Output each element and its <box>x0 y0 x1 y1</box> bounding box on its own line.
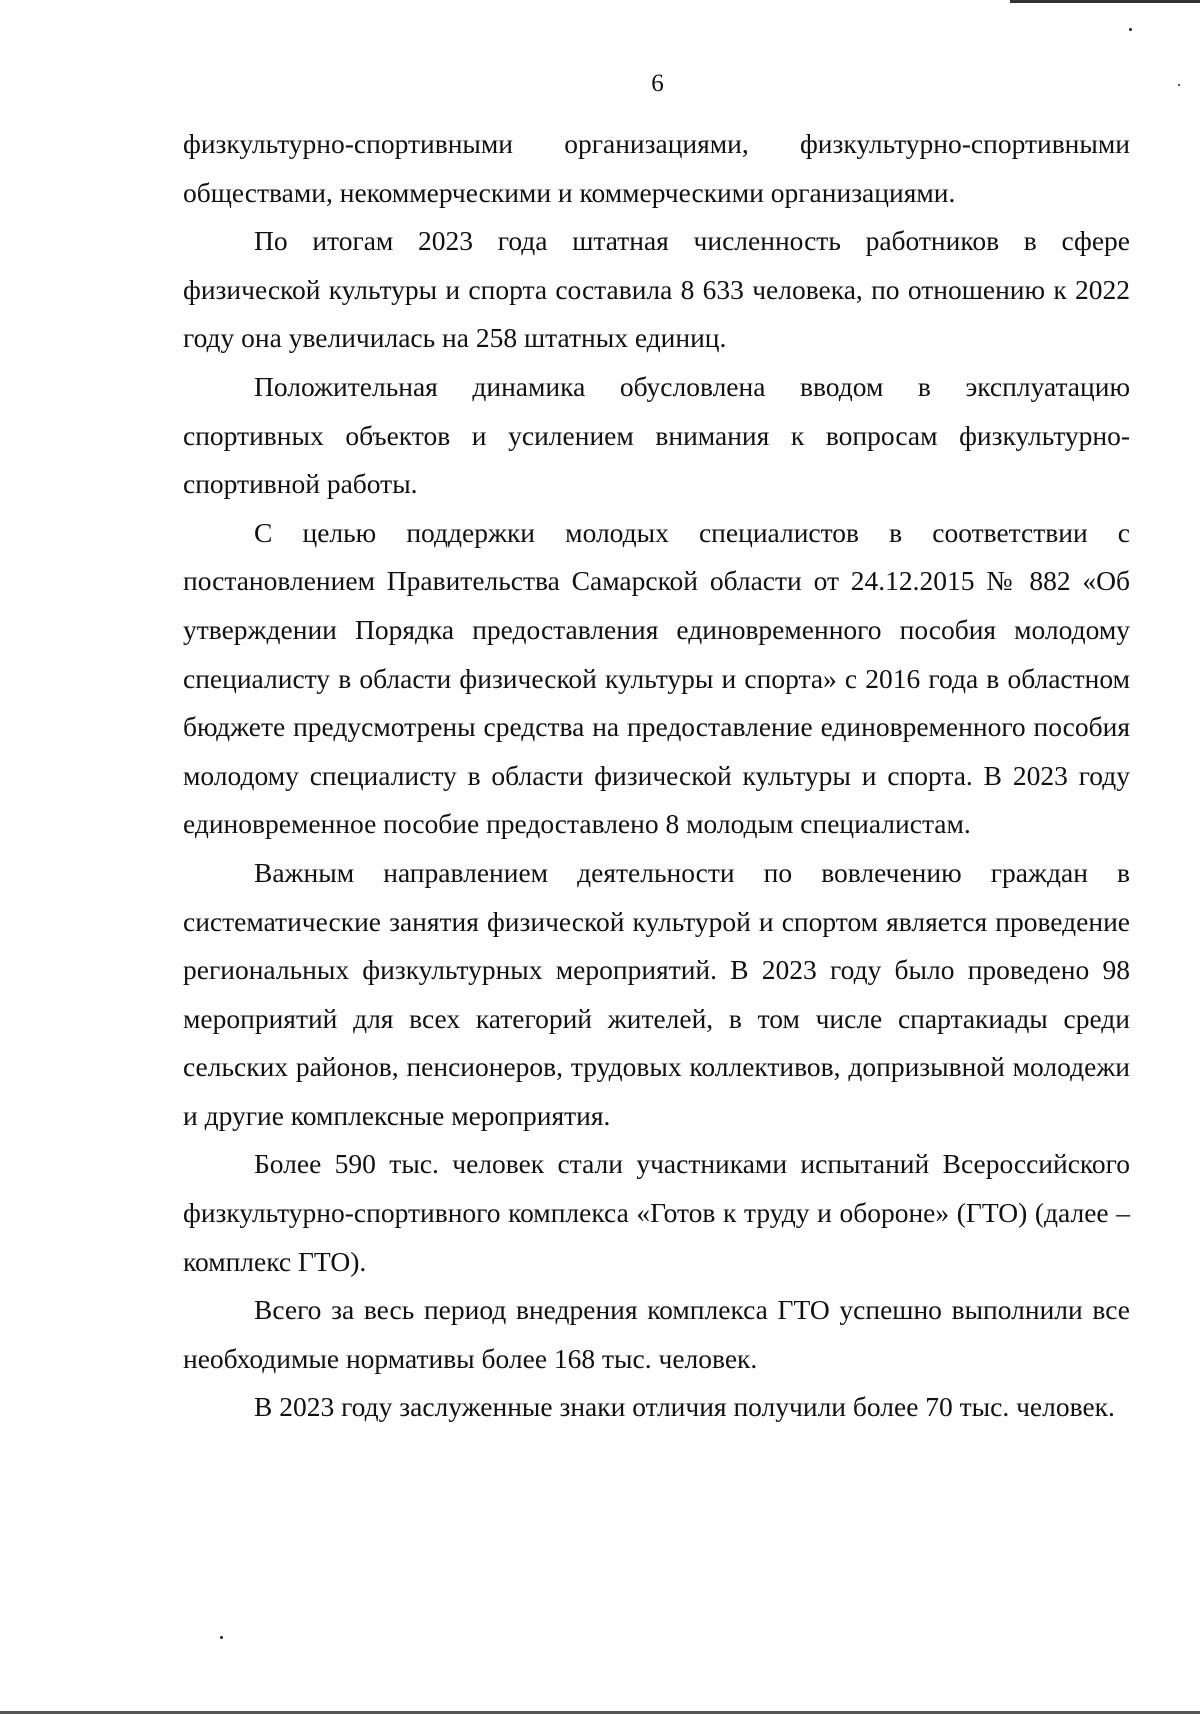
document-body <box>183 120 1130 1432</box>
paragraph-young-specialists: С целью поддержки молодых специалистов в соответствии с постановлением Правительства Самарской области от 24.12.2015 № 882 «Об утверждении Порядка предоставления единовременного пособия молодому специалисту в области физической культуры и спорта» с 2016 года в областном бюджете предусмотрены средства на предоставление единовременного пособия молодому специалисту в области физической культуры и спорта. В 2023 году единовременное пособие предоставлено 8 молодым специалистам. <box>183 516 1130 840</box>
page-number: 6 <box>651 70 664 97</box>
scan-speck <box>220 1636 223 1639</box>
paragraph-gto-badges: В 2023 году заслуженные знаки отличия получили более 70 тыс. человек. <box>254 1391 1115 1423</box>
paragraph-gto-standards: Всего за весь период внедрения комплекса ГТО успешно выполнили все необходимые нормативы более 168 тыс. человек. <box>183 1294 1130 1374</box>
paragraph-staff-count: По итогам 2023 года штатная численность работников в сфере физической культуры и спорта составила 8 633 человека, по отношению к 2022 году она увеличилась на 258 штатных единиц. <box>183 225 1130 354</box>
paragraph-gto-participants: Более 590 тыс. человек стали участниками испытаний Всероссийского физкультурно-спортивного комплекса «Готов к труду и обороне» (ГТО) (далее – комплекс ГТО). <box>183 1148 1130 1277</box>
scan-artifact-top-line <box>1010 0 1200 3</box>
paragraph-positive-dynamics: Положительная динамика обусловлена вводом в эксплуатацию спортивных объектов и усилением внимания к вопросам физкультурно-спортивной работы. <box>183 370 1130 500</box>
paragraph-continuation: физкультурно-спортивными организациями, физкультурно-спортивными обществами, некоммерческими и коммерческими организациями. <box>183 128 1130 208</box>
scan-speck <box>1129 28 1132 31</box>
paragraph-regional-events: Важным направлением деятельности по вовлечению граждан в систематические занятия физической культурой и спортом является проведение региональных физкультурных мероприятий. В 2023 году было проведено 98 мероприятий для всех категорий жителей, в том числе спартакиады среди сельских районов, пенсионеров, трудовых коллективов, допризывной молодежи и другие комплексные мероприятия. <box>183 856 1130 1131</box>
